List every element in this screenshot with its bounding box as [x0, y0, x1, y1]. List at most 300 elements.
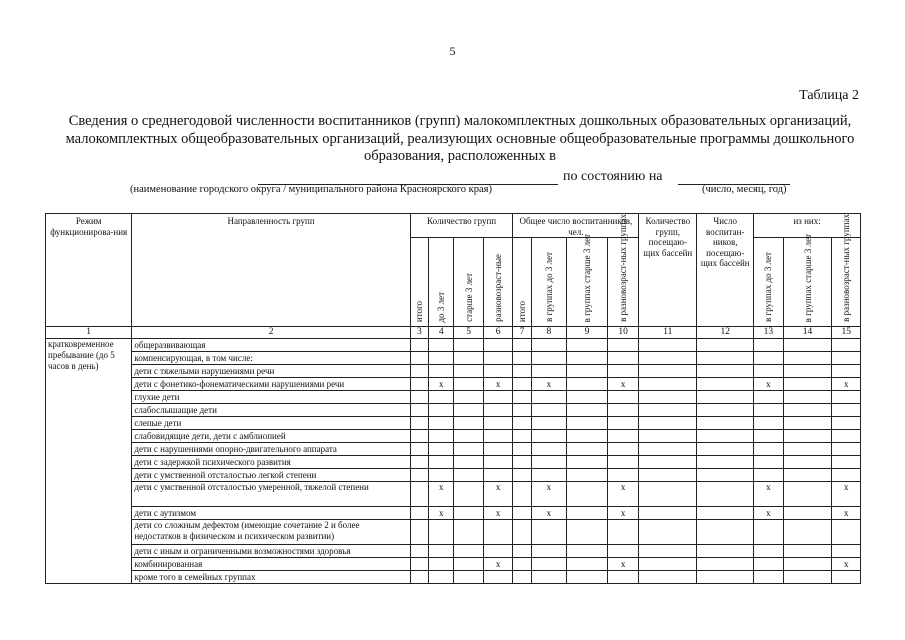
value-cell[interactable]	[832, 520, 861, 545]
value-cell[interactable]	[832, 404, 861, 417]
value-cell[interactable]	[531, 391, 567, 404]
value-cell[interactable]	[754, 352, 783, 365]
value-cell[interactable]: x	[429, 378, 454, 391]
value-cell[interactable]	[832, 391, 861, 404]
value-cell[interactable]: x	[754, 507, 783, 520]
value-cell[interactable]	[832, 339, 861, 352]
column-number: 8	[531, 327, 567, 339]
value-cell[interactable]	[639, 571, 697, 584]
value-cell[interactable]	[531, 456, 567, 469]
value-cell[interactable]	[513, 443, 531, 456]
value-cell[interactable]	[607, 404, 639, 417]
value-cell[interactable]	[454, 417, 483, 430]
value-cell[interactable]	[639, 558, 697, 571]
value-cell[interactable]	[607, 545, 639, 558]
value-cell[interactable]	[513, 482, 531, 507]
column-number: 3	[410, 327, 428, 339]
value-cell[interactable]	[567, 404, 608, 417]
value-cell[interactable]	[454, 571, 483, 584]
value-cell[interactable]	[697, 456, 754, 469]
value-cell[interactable]	[429, 365, 454, 378]
direction-cell: общеразвивающая	[132, 339, 410, 352]
header-mode: Режим функционирова-ния	[46, 214, 132, 327]
value-cell[interactable]	[697, 417, 754, 430]
column-number: 2	[132, 327, 410, 339]
value-cell[interactable]	[531, 520, 567, 545]
caption-row	[0, 184, 905, 200]
value-cell[interactable]: x	[531, 482, 567, 507]
value-cell[interactable]	[454, 545, 483, 558]
value-cell[interactable]	[513, 352, 531, 365]
data-table	[45, 213, 861, 584]
value-cell[interactable]	[639, 443, 697, 456]
direction-cell: слабовидящие дети, дети с амблиопией	[132, 430, 410, 443]
table-row	[46, 365, 861, 378]
direction-cell: дети с фонетико-фонематическими нарушениями речи	[132, 378, 410, 391]
header-of-them: из них:	[754, 214, 861, 238]
value-cell[interactable]	[697, 469, 754, 482]
value-cell[interactable]	[567, 365, 608, 378]
value-cell[interactable]	[832, 443, 861, 456]
value-cell[interactable]	[832, 456, 861, 469]
value-cell[interactable]	[639, 430, 697, 443]
value-cell[interactable]	[483, 430, 512, 443]
value-cell[interactable]	[410, 545, 428, 558]
value-cell[interactable]	[754, 391, 783, 404]
value-cell[interactable]: x	[429, 507, 454, 520]
value-cell[interactable]	[754, 404, 783, 417]
value-cell[interactable]	[429, 469, 454, 482]
value-cell[interactable]	[567, 520, 608, 545]
table-row	[46, 391, 861, 404]
value-cell[interactable]	[639, 456, 697, 469]
direction-cell: дети с тяжелыми нарушениями речи	[132, 365, 410, 378]
value-cell[interactable]	[410, 365, 428, 378]
value-cell[interactable]	[513, 339, 531, 352]
column-number: 4	[429, 327, 454, 339]
value-cell[interactable]	[454, 404, 483, 417]
table-row	[46, 482, 861, 507]
header-pool-groups: Количество групп, посещаю-щих бассейн	[639, 214, 697, 327]
document-title: Сведения о среднегодовой численности воспитанников (групп) малокомплектных дошкольных образовательных организаций, малокомплектных общеобразовательных организаций, реализующих основные общеобразовательные программы дошкольного образования, расположенных в	[65, 113, 855, 164]
direction-cell: компенсирующая, в том числе:	[132, 352, 410, 365]
value-cell[interactable]	[783, 443, 832, 456]
header-pool-pupils: Число воспитан-ников, посещаю-щих бассейн	[697, 214, 754, 327]
subheader-cell: старше 3 лет	[454, 238, 483, 327]
column-number: 10	[607, 327, 639, 339]
subheader-cell: итого	[513, 238, 531, 327]
value-cell[interactable]	[483, 339, 512, 352]
value-cell[interactable]	[410, 520, 428, 545]
status-label: по состоянию на	[563, 169, 663, 184]
value-cell[interactable]	[410, 456, 428, 469]
table-row	[46, 456, 861, 469]
direction-cell: дети с нарушениями опорно-двигательного аппарата	[132, 443, 410, 456]
column-number-row	[46, 327, 861, 339]
value-cell[interactable]	[567, 378, 608, 391]
value-cell[interactable]	[454, 456, 483, 469]
value-cell[interactable]	[513, 430, 531, 443]
value-cell[interactable]	[513, 378, 531, 391]
direction-cell: слепые дети	[132, 417, 410, 430]
value-cell[interactable]: x	[607, 558, 639, 571]
value-cell[interactable]	[832, 545, 861, 558]
subheader-cell: в группах до 3 лет	[754, 238, 783, 327]
value-cell[interactable]	[429, 456, 454, 469]
value-cell[interactable]	[483, 456, 512, 469]
value-cell[interactable]	[410, 404, 428, 417]
value-cell[interactable]	[513, 520, 531, 545]
value-cell[interactable]	[531, 571, 567, 584]
value-cell[interactable]	[567, 417, 608, 430]
value-cell[interactable]	[531, 443, 567, 456]
column-number: 1	[46, 327, 132, 339]
direction-cell: дети с задержкой психического развития	[132, 456, 410, 469]
table-row	[46, 430, 861, 443]
value-cell[interactable]	[783, 391, 832, 404]
value-cell[interactable]	[513, 507, 531, 520]
value-cell[interactable]	[754, 571, 783, 584]
value-cell[interactable]	[783, 482, 832, 507]
value-cell[interactable]	[639, 520, 697, 545]
value-cell[interactable]	[410, 558, 428, 571]
column-number: 12	[697, 327, 754, 339]
direction-cell: дети со сложным дефектом (имеющие сочетание 2 и более недостатков в физическом и психическом развитии)	[132, 520, 410, 545]
column-number: 5	[454, 327, 483, 339]
value-cell[interactable]	[783, 456, 832, 469]
value-cell[interactable]	[454, 482, 483, 507]
value-cell[interactable]	[513, 391, 531, 404]
column-number: 13	[754, 327, 783, 339]
value-cell[interactable]	[607, 391, 639, 404]
value-cell[interactable]	[410, 339, 428, 352]
table-row	[46, 378, 861, 391]
value-cell[interactable]: x	[754, 378, 783, 391]
value-cell[interactable]	[410, 352, 428, 365]
subheader-cell: в группах старше 3 лет	[567, 238, 608, 327]
value-cell[interactable]: x	[832, 482, 861, 507]
value-cell[interactable]	[783, 339, 832, 352]
value-cell[interactable]	[697, 507, 754, 520]
value-cell[interactable]	[639, 365, 697, 378]
header-group-count: Количество групп	[410, 214, 513, 238]
value-cell[interactable]	[567, 469, 608, 482]
subheader-cell: до 3 лет	[429, 238, 454, 327]
value-cell[interactable]	[429, 545, 454, 558]
value-cell[interactable]	[483, 404, 512, 417]
value-cell[interactable]	[783, 352, 832, 365]
value-cell[interactable]	[483, 520, 512, 545]
value-cell[interactable]	[513, 545, 531, 558]
table-row	[46, 558, 861, 571]
value-cell[interactable]	[410, 417, 428, 430]
value-cell[interactable]	[454, 469, 483, 482]
value-cell[interactable]	[754, 339, 783, 352]
value-cell[interactable]	[607, 365, 639, 378]
header-pupil-count: Общее число воспитанников, чел.	[513, 214, 639, 238]
value-cell[interactable]	[513, 469, 531, 482]
value-cell[interactable]	[639, 339, 697, 352]
value-cell[interactable]	[483, 391, 512, 404]
value-cell[interactable]	[783, 404, 832, 417]
value-cell[interactable]	[454, 391, 483, 404]
value-cell[interactable]	[639, 545, 697, 558]
table-row	[46, 520, 861, 545]
value-cell[interactable]	[697, 378, 754, 391]
value-cell[interactable]	[429, 391, 454, 404]
column-number: 7	[513, 327, 531, 339]
value-cell[interactable]	[783, 545, 832, 558]
value-cell[interactable]	[783, 378, 832, 391]
value-cell[interactable]: x	[429, 482, 454, 507]
value-cell[interactable]	[429, 443, 454, 456]
value-cell[interactable]	[531, 339, 567, 352]
header-row-top	[46, 214, 861, 238]
value-cell[interactable]	[531, 558, 567, 571]
value-cell[interactable]	[607, 469, 639, 482]
column-number: 11	[639, 327, 697, 339]
table-row	[46, 443, 861, 456]
value-cell[interactable]	[483, 352, 512, 365]
value-cell[interactable]	[783, 571, 832, 584]
value-cell[interactable]	[567, 443, 608, 456]
value-cell[interactable]	[697, 430, 754, 443]
table-row	[46, 571, 861, 584]
value-cell[interactable]	[607, 456, 639, 469]
column-number: 9	[567, 327, 608, 339]
value-cell[interactable]	[531, 430, 567, 443]
value-cell[interactable]: x	[531, 507, 567, 520]
value-cell[interactable]	[410, 507, 428, 520]
value-cell[interactable]	[607, 571, 639, 584]
value-cell[interactable]	[754, 365, 783, 378]
value-cell[interactable]	[783, 365, 832, 378]
value-cell[interactable]	[429, 430, 454, 443]
value-cell[interactable]	[454, 365, 483, 378]
value-cell[interactable]	[513, 456, 531, 469]
value-cell[interactable]: x	[483, 378, 512, 391]
value-cell[interactable]: x	[754, 482, 783, 507]
value-cell[interactable]	[483, 571, 512, 584]
value-cell[interactable]	[567, 430, 608, 443]
value-cell[interactable]	[429, 352, 454, 365]
caption-date: (число, месяц, год)	[702, 184, 787, 195]
value-cell[interactable]	[639, 391, 697, 404]
value-cell[interactable]	[832, 352, 861, 365]
value-cell[interactable]	[483, 417, 512, 430]
value-cell[interactable]	[429, 339, 454, 352]
direction-cell: дети с иным и ограниченными возможностями здоровья	[132, 545, 410, 558]
value-cell[interactable]	[754, 456, 783, 469]
value-cell[interactable]: x	[483, 558, 512, 571]
value-cell[interactable]: x	[832, 378, 861, 391]
value-cell[interactable]	[567, 339, 608, 352]
value-cell[interactable]	[483, 469, 512, 482]
value-cell[interactable]	[832, 469, 861, 482]
value-cell[interactable]	[454, 520, 483, 545]
value-cell[interactable]	[567, 352, 608, 365]
table-row	[46, 352, 861, 365]
value-cell[interactable]	[531, 469, 567, 482]
subheader-cell: в группах старше 3 лет	[783, 238, 832, 327]
value-cell[interactable]	[697, 391, 754, 404]
value-cell[interactable]: x	[832, 507, 861, 520]
value-cell[interactable]	[483, 365, 512, 378]
value-cell[interactable]: x	[531, 378, 567, 391]
value-cell[interactable]	[567, 456, 608, 469]
value-cell[interactable]	[639, 469, 697, 482]
value-cell[interactable]	[697, 339, 754, 352]
value-cell[interactable]	[607, 352, 639, 365]
table-label: Таблица 2	[799, 88, 859, 103]
value-cell[interactable]	[607, 417, 639, 430]
value-cell[interactable]	[754, 430, 783, 443]
table-row	[46, 417, 861, 430]
value-cell[interactable]	[531, 417, 567, 430]
value-cell[interactable]	[832, 430, 861, 443]
value-cell[interactable]	[639, 352, 697, 365]
value-cell[interactable]	[513, 417, 531, 430]
value-cell[interactable]	[754, 545, 783, 558]
value-cell[interactable]: x	[832, 558, 861, 571]
column-number: 15	[832, 327, 861, 339]
value-cell[interactable]: x	[607, 482, 639, 507]
value-cell[interactable]	[783, 507, 832, 520]
value-cell[interactable]	[429, 417, 454, 430]
value-cell[interactable]	[410, 469, 428, 482]
value-cell[interactable]	[429, 558, 454, 571]
subheader-cell: итого	[410, 238, 428, 327]
value-cell[interactable]	[832, 571, 861, 584]
direction-cell: дети с аутизмом	[132, 507, 410, 520]
value-cell[interactable]	[607, 520, 639, 545]
page-number: 5	[449, 44, 456, 58]
value-cell[interactable]	[454, 443, 483, 456]
direction-cell: глухие дети	[132, 391, 410, 404]
value-cell[interactable]	[513, 558, 531, 571]
column-number: 14	[783, 327, 832, 339]
value-cell[interactable]	[410, 391, 428, 404]
column-number: 6	[483, 327, 512, 339]
date-blank[interactable]	[678, 169, 790, 185]
value-cell[interactable]	[410, 571, 428, 584]
table-row	[46, 339, 861, 352]
value-cell[interactable]	[429, 520, 454, 545]
value-cell[interactable]	[531, 545, 567, 558]
value-cell[interactable]	[697, 545, 754, 558]
value-cell[interactable]	[607, 443, 639, 456]
caption-municipality: (наименование городского округа / муниципального района Красноярского края)	[130, 184, 492, 195]
value-cell[interactable]	[639, 417, 697, 430]
value-cell[interactable]	[832, 417, 861, 430]
value-cell[interactable]	[410, 482, 428, 507]
value-cell[interactable]: x	[483, 507, 512, 520]
value-cell[interactable]	[483, 443, 512, 456]
value-cell[interactable]	[513, 365, 531, 378]
direction-cell: дети с умственной отсталостью легкой степени	[132, 469, 410, 482]
value-cell[interactable]	[639, 404, 697, 417]
value-cell[interactable]	[639, 507, 697, 520]
value-cell[interactable]	[783, 417, 832, 430]
value-cell[interactable]	[483, 545, 512, 558]
value-cell[interactable]	[567, 482, 608, 507]
value-cell[interactable]	[697, 365, 754, 378]
value-cell[interactable]	[454, 378, 483, 391]
table-row	[46, 404, 861, 417]
value-cell[interactable]	[454, 558, 483, 571]
value-cell[interactable]	[783, 430, 832, 443]
value-cell[interactable]	[454, 507, 483, 520]
value-cell[interactable]	[754, 520, 783, 545]
table-row	[46, 469, 861, 482]
value-cell[interactable]	[697, 404, 754, 417]
value-cell[interactable]: x	[483, 482, 512, 507]
table-row	[46, 545, 861, 558]
value-cell[interactable]	[454, 352, 483, 365]
value-cell[interactable]: x	[607, 507, 639, 520]
value-cell[interactable]	[567, 507, 608, 520]
value-cell[interactable]	[697, 520, 754, 545]
direction-cell: дети с умственной отсталостью умеренной, тяжелой степени	[132, 482, 410, 507]
direction-cell: слабослышащие дети	[132, 404, 410, 417]
value-cell[interactable]	[754, 469, 783, 482]
value-cell[interactable]	[697, 352, 754, 365]
value-cell[interactable]	[783, 469, 832, 482]
value-cell[interactable]	[567, 558, 608, 571]
value-cell[interactable]	[429, 571, 454, 584]
value-cell[interactable]	[697, 482, 754, 507]
value-cell[interactable]	[567, 391, 608, 404]
value-cell[interactable]	[454, 430, 483, 443]
value-cell[interactable]	[754, 443, 783, 456]
value-cell[interactable]	[754, 417, 783, 430]
value-cell[interactable]	[513, 571, 531, 584]
value-cell[interactable]	[531, 365, 567, 378]
value-cell[interactable]	[454, 339, 483, 352]
value-cell[interactable]	[697, 558, 754, 571]
value-cell[interactable]	[531, 404, 567, 417]
value-cell[interactable]	[567, 571, 608, 584]
value-cell[interactable]: x	[607, 378, 639, 391]
value-cell[interactable]	[607, 430, 639, 443]
value-cell[interactable]	[531, 352, 567, 365]
value-cell[interactable]	[754, 558, 783, 571]
subheader-cell: разновозраст-ные	[483, 238, 512, 327]
value-cell[interactable]	[607, 339, 639, 352]
value-cell[interactable]	[832, 365, 861, 378]
table-row	[46, 507, 861, 520]
subheader-cell: в группах до 3 лет	[531, 238, 567, 327]
value-cell[interactable]	[410, 443, 428, 456]
subheader-cell: в разновозраст-ных группах	[607, 238, 639, 327]
municipality-blank[interactable]	[258, 169, 558, 185]
header-direction: Направленность групп	[132, 214, 410, 327]
value-cell[interactable]	[639, 482, 697, 507]
value-cell[interactable]	[639, 378, 697, 391]
mode-cell: кратковременное пребывание (до 5 часов в день)	[46, 339, 132, 584]
subheader-cell: в разновозраст-ных группах	[832, 238, 861, 327]
value-cell[interactable]	[410, 430, 428, 443]
value-cell[interactable]	[783, 520, 832, 545]
value-cell[interactable]	[567, 545, 608, 558]
direction-cell: кроме того в семейных группах	[132, 571, 410, 584]
value-cell[interactable]	[513, 404, 531, 417]
value-cell[interactable]	[697, 443, 754, 456]
value-cell[interactable]	[429, 404, 454, 417]
value-cell[interactable]	[410, 378, 428, 391]
value-cell[interactable]	[783, 558, 832, 571]
value-cell[interactable]	[697, 571, 754, 584]
